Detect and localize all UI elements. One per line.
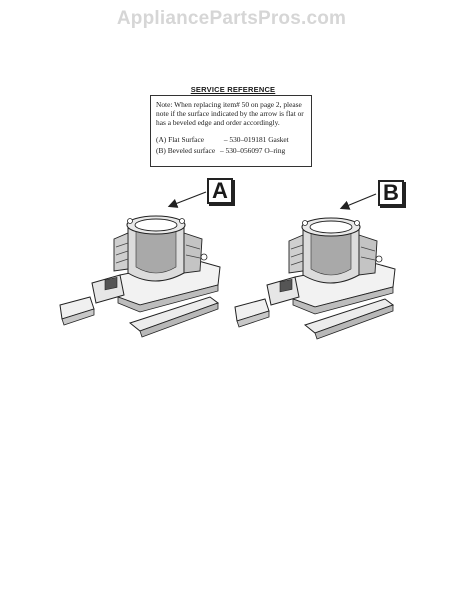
service-reference-title: SERVICE REFERENCE: [190, 85, 276, 94]
figure-b-drawing: [235, 194, 395, 339]
arrow-a: [170, 192, 206, 206]
option-b-part: – 530–056097 O–ring: [219, 146, 286, 155]
site-watermark: AppliancePartsPros.com: [116, 8, 347, 29]
arrow-b: [342, 194, 376, 208]
figure-a-label: A: [207, 178, 233, 204]
figure-a-drawing: [60, 192, 220, 337]
service-reference-note: Note: When replacing item# 50 on page 2, please note if the surface indicated by the arrow is flat or has a beveled edge and order accordingly.: [156, 100, 304, 127]
option-a-label: (A) Flat Surface: [156, 135, 205, 144]
option-b-label: (B) Beveled surface: [156, 146, 216, 155]
option-a-part: – 530–019181 Gasket: [223, 135, 289, 144]
figure-b-label: B: [378, 180, 404, 206]
